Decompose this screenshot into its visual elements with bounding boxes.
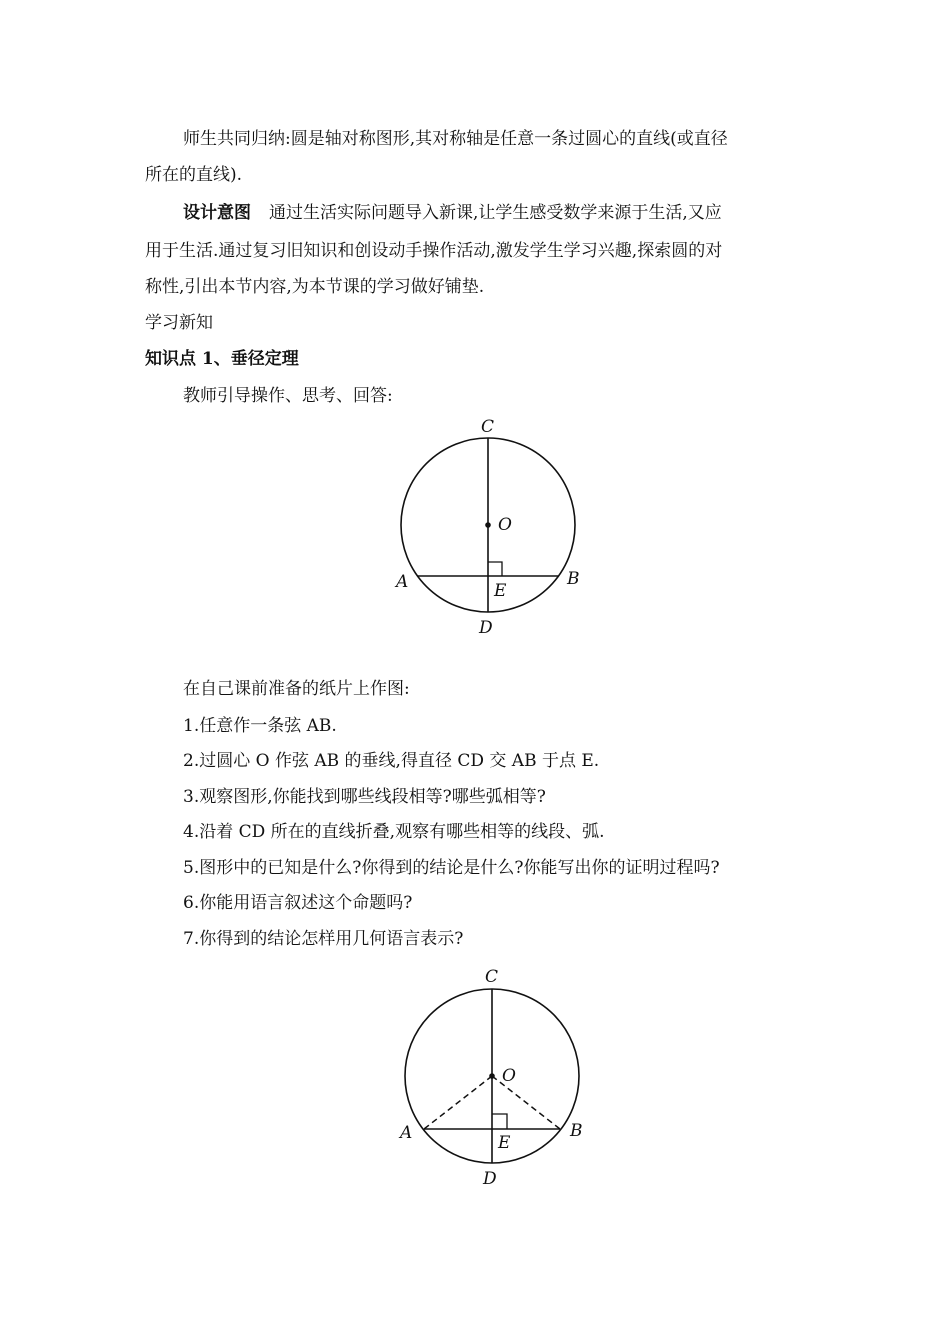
figure-1-right-angle-mark bbox=[488, 562, 502, 576]
figure-1-label-b: B bbox=[567, 569, 580, 589]
task-item-3: 3.观察图形,你能找到哪些线段相等?哪些弧相等? bbox=[183, 787, 546, 807]
figure-1-label-a: A bbox=[396, 572, 409, 592]
figure-1 bbox=[394, 417, 580, 638]
task-item-4: 4.沿着 CD 所在的直线折叠,观察有哪些相等的线段、弧. bbox=[183, 822, 605, 842]
figure-2-label-c: C bbox=[485, 967, 499, 987]
figure-2-label-a: A bbox=[400, 1123, 413, 1143]
figure-2-label-e: E bbox=[498, 1133, 511, 1153]
figure-1-label-c: C bbox=[481, 417, 495, 437]
figure-2-right-angle-mark bbox=[492, 1114, 507, 1129]
task-item-5: 5.图形中的已知是什么?你得到的结论是什么?你能写出你的证明过程吗? bbox=[183, 858, 720, 878]
task-item-6: 6.你能用语言叙述这个命题吗? bbox=[183, 893, 413, 913]
task-item-2: 2.过圆心 O 作弦 AB 的垂线,得直径 CD 交 AB 于点 E. bbox=[183, 751, 600, 771]
task-item-7: 7.你得到的结论怎样用几何语言表示? bbox=[183, 929, 464, 949]
intro-line-2: 所在的直线). bbox=[145, 165, 243, 185]
figure-1-label-o: O bbox=[498, 515, 512, 535]
figure-1-label-d: D bbox=[479, 618, 493, 638]
tasks-lead: 在自己课前准备的纸片上作图: bbox=[183, 679, 410, 699]
figure-2-radius-oa bbox=[424, 1076, 492, 1129]
figure-1-center-dot bbox=[485, 522, 491, 528]
section-title: 学习新知 bbox=[145, 313, 213, 333]
design-intent-tag: 设计意图 bbox=[183, 203, 251, 223]
intro-line-1: 师生共同归纳:圆是轴对称图形,其对称轴是任意一条过圆心的直线(或直径 bbox=[183, 129, 728, 149]
figure-2-label-o: O bbox=[502, 1066, 516, 1086]
figure-2-label-b: B bbox=[570, 1121, 583, 1141]
figure-2-center-dot bbox=[489, 1073, 495, 1079]
design-intent-line-3: 称性,引出本节内容,为本节课的学习做好铺垫. bbox=[145, 277, 485, 297]
figure-2 bbox=[398, 967, 583, 1189]
design-intent-text-1: 通过生活实际问题导入新课,让学生感受数学来源于生活,又应 bbox=[269, 203, 722, 223]
teacher-guide-text: 教师引导操作、思考、回答: bbox=[183, 386, 393, 406]
figure-2-label-d: D bbox=[483, 1169, 497, 1189]
figure-1-label-e: E bbox=[494, 581, 507, 601]
knowledge-point-title: 知识点 1、垂径定理 bbox=[145, 349, 299, 369]
design-intent-line-2: 用于生活.通过复习旧知识和创设动手操作活动,激发学生学习兴趣,探索圆的对 bbox=[145, 241, 723, 261]
task-item-1: 1.任意作一条弦 AB. bbox=[183, 716, 337, 736]
